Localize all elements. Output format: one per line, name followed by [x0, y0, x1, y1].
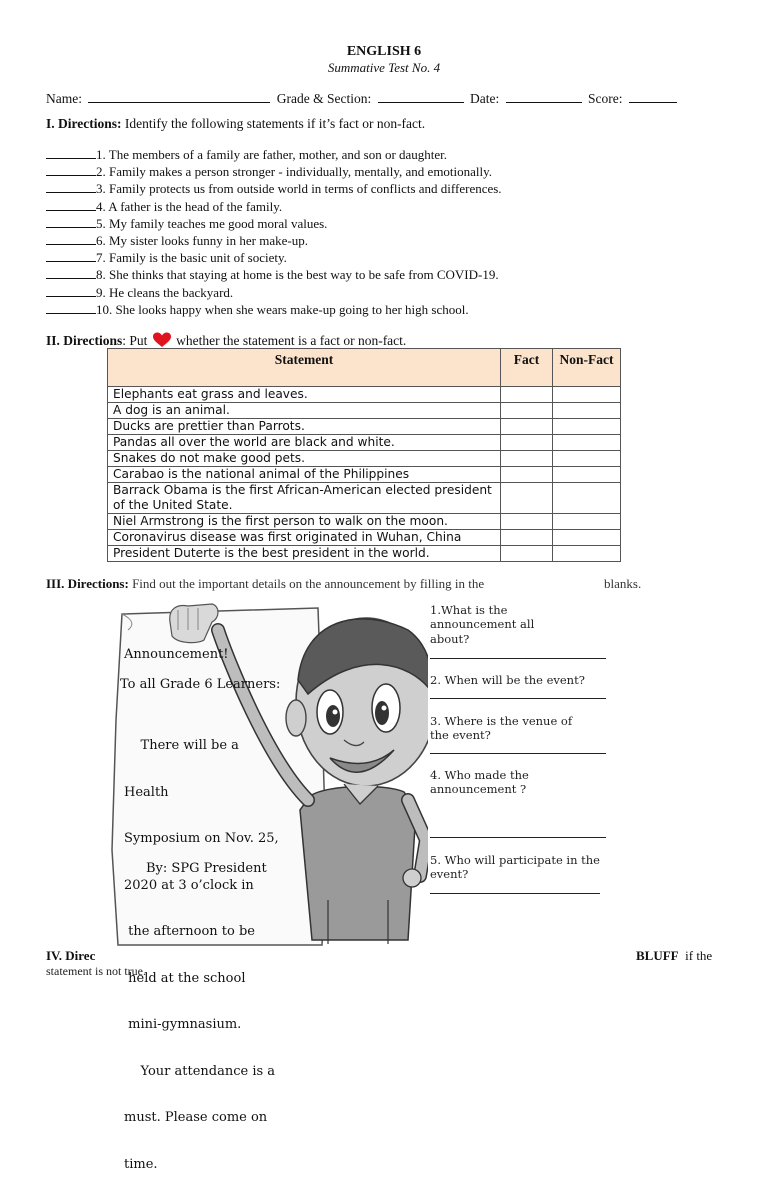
- list-item: 8. She thinks that staying at home is the best way to be safe from COVID-19.: [46, 266, 502, 283]
- question-4: 4. Who made the announcement ?: [430, 768, 529, 797]
- non-fact-cell[interactable]: [553, 387, 621, 403]
- fact-cell[interactable]: [501, 435, 553, 451]
- answer-line[interactable]: [430, 836, 606, 838]
- list-item: 3. Family protects us from outside world in terms of conflicts and differences.: [46, 180, 502, 197]
- column-header-fact: Fact: [501, 349, 553, 387]
- column-header-statement: Statement: [108, 349, 501, 387]
- part2-directions: II. Directions: Put whether the statement is a fact or non-fact.: [46, 333, 407, 348]
- announcement-signature: By: SPG President: [146, 861, 267, 876]
- fact-table: [107, 348, 621, 562]
- answer-line[interactable]: [430, 657, 606, 659]
- non-fact-cell[interactable]: [553, 483, 621, 514]
- non-fact-cell[interactable]: [553, 419, 621, 435]
- fact-cell[interactable]: [501, 546, 553, 562]
- grade-label: Grade & Section:: [276, 91, 372, 106]
- list-item: 4. A father is the head of the family.: [46, 198, 502, 215]
- answer-line[interactable]: [430, 697, 606, 699]
- grade-blank[interactable]: [378, 90, 464, 103]
- question-2: 2. When will be the event?: [430, 673, 585, 687]
- question-5: 5. Who will participate in the event?: [430, 853, 600, 882]
- list-item: 6. My sister looks funny in her make-up.: [46, 232, 502, 249]
- part4-bluff: BLUFF if the: [636, 948, 713, 963]
- table-row: Snakes do not make good pets.: [108, 451, 621, 467]
- table-row: President Duterte is the best president in the world.: [108, 546, 621, 562]
- answer-blank[interactable]: [46, 267, 96, 279]
- fact-cell[interactable]: [501, 387, 553, 403]
- answer-blank[interactable]: [46, 250, 96, 262]
- fact-cell[interactable]: [501, 483, 553, 514]
- question-3: 3. Where is the venue of the event?: [430, 714, 573, 743]
- non-fact-cell[interactable]: [553, 467, 621, 483]
- table-row: Elephants eat grass and leaves.: [108, 387, 621, 403]
- non-fact-cell[interactable]: [553, 514, 621, 530]
- name-blank[interactable]: [88, 90, 270, 103]
- non-fact-cell[interactable]: [553, 546, 621, 562]
- table-row: Ducks are prettier than Parrots.: [108, 419, 621, 435]
- answer-line[interactable]: [430, 752, 606, 754]
- list-item: 1. The members of a family are father, mother, and son or daughter.: [46, 146, 502, 163]
- fact-cell[interactable]: [501, 419, 553, 435]
- answer-blank[interactable]: [46, 233, 96, 245]
- answer-blank[interactable]: [46, 285, 96, 297]
- table-row: A dog is an animal.: [108, 403, 621, 419]
- answer-blank[interactable]: [46, 164, 96, 176]
- answer-blank[interactable]: [46, 147, 96, 159]
- non-fact-cell[interactable]: [553, 451, 621, 467]
- table-row: Coronavirus disease was first originated in Wuhan, China: [108, 530, 621, 546]
- table-row: Pandas all over the world are black and white.: [108, 435, 621, 451]
- answer-blank[interactable]: [46, 199, 96, 211]
- fact-cell[interactable]: [501, 530, 553, 546]
- non-fact-cell[interactable]: [553, 403, 621, 419]
- announcement-body: There will be a Health Symposium on Nov. 25, 2020 at 3 o’clock in the afternoon to be held at the school mini-gymnasium. Your attendance is a must. Please come on time.: [124, 738, 279, 1172]
- table-row: Niel Armstrong is the first person to walk on the moon.: [108, 514, 621, 530]
- question-1: 1.What is the announcement all about?: [430, 603, 535, 646]
- list-item: 7. Family is the basic unit of society.: [46, 249, 502, 266]
- table-header-row: [108, 349, 621, 387]
- list-item: 9. He cleans the backyard.: [46, 284, 502, 301]
- student-info-row: [46, 90, 680, 107]
- fact-cell[interactable]: [501, 514, 553, 530]
- column-header-non-fact: Non-Fact: [553, 349, 621, 387]
- non-fact-cell[interactable]: [553, 435, 621, 451]
- name-label: Name:: [46, 91, 82, 106]
- announcement-to: To all Grade 6 Learners:: [120, 677, 281, 692]
- score-blank[interactable]: [629, 90, 677, 103]
- fact-cell[interactable]: [501, 467, 553, 483]
- table-row: Carabao is the national animal of the Philippines: [108, 467, 621, 483]
- part4-line2: statement is not true.: [46, 964, 146, 978]
- list-item: 10. She looks happy when she wears make-up going to her high school.: [46, 301, 502, 318]
- answer-blank[interactable]: [46, 181, 96, 193]
- score-label: Score:: [587, 91, 623, 106]
- answer-blank[interactable]: [46, 302, 96, 314]
- part3-directions-end: blanks.: [604, 576, 642, 591]
- non-fact-cell[interactable]: [553, 530, 621, 546]
- announcement-heading: Announcement!: [124, 647, 229, 662]
- heart-icon: [152, 332, 172, 348]
- list-item: 2. Family makes a person stronger - individually, mentally, and emotionally.: [46, 163, 502, 180]
- part1-items: [46, 146, 502, 318]
- page-subtitle: Summative Test No. 4: [327, 60, 441, 75]
- answer-line[interactable]: [430, 892, 600, 894]
- answer-blank[interactable]: [46, 216, 96, 228]
- table-row: Barrack Obama is the first African-American elected president of the United State.: [108, 483, 621, 514]
- part4-directions: IV. Direc: [46, 948, 96, 963]
- list-item: 5. My family teaches me good moral values.: [46, 215, 502, 232]
- page-title: ENGLISH 6: [346, 44, 422, 59]
- part1-directions: I. Directions: Identify the following statements if it’s fact or non-fact.: [46, 116, 426, 131]
- date-blank[interactable]: [506, 90, 582, 103]
- fact-cell[interactable]: [501, 451, 553, 467]
- part3-directions: III. Directions: Find out the important details on the announcement by filling in the: [46, 576, 485, 591]
- date-label: Date:: [469, 91, 500, 106]
- fact-cell[interactable]: [501, 403, 553, 419]
